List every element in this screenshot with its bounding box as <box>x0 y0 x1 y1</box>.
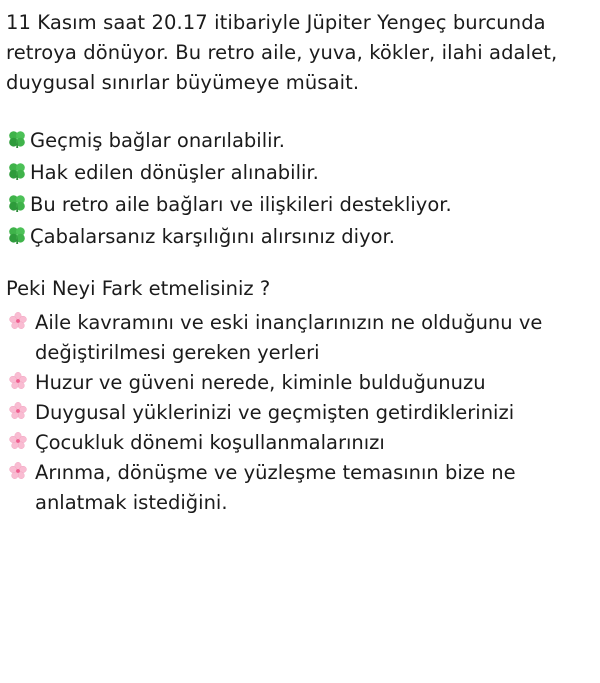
list-item <box>6 308 590 368</box>
four-leaf-clover-icon <box>6 158 28 184</box>
list-item <box>6 158 590 188</box>
list-item-label: Huzur ve güveni nerede, kiminle bulduğunuzu <box>35 371 486 394</box>
list-item-label: Aile kavramını ve eski inançlarınızın ne olduğunu ve değiştirilmesi gereken yerleri <box>35 311 543 364</box>
list-item <box>6 458 590 518</box>
intro-paragraph: 11 Kasım saat 20.17 itibariyle Jüpiter Yengeç burcunda retroya dönüyor. Bu retro aile, yuva, kökler, ilahi adalet, duygusal sınırlar büyümeye müsait. <box>6 11 558 94</box>
cherry-blossom-icon <box>6 458 30 486</box>
list-item <box>6 398 590 428</box>
cherry-blossom-icon <box>6 308 30 336</box>
list-item-label: Bu retro aile bağları ve ilişkileri destekliyor. <box>30 193 452 216</box>
list-item <box>6 190 590 220</box>
cherry-blossom-icon <box>6 398 30 426</box>
list-item-label: Duygusal yüklerinizi ve geçmişten getirdiklerinizi <box>35 401 515 424</box>
cherry-blossom-icon <box>6 368 30 396</box>
list-item <box>6 126 590 156</box>
list-item <box>6 222 590 252</box>
list-item <box>6 428 590 458</box>
cherry-blossom-icon <box>6 428 30 456</box>
blossom-bullet-list <box>6 308 590 518</box>
list-item-label: Çabalarsanız karşılığını alırsınız diyor. <box>30 225 395 248</box>
list-item-label: Geçmiş bağlar onarılabilir. <box>30 129 285 152</box>
list-item-label: Hak edilen dönüşler alınabilir. <box>30 161 319 184</box>
question-text: Peki Neyi Fark etmelisiniz ? <box>6 277 271 300</box>
clover-bullet-list <box>6 126 590 252</box>
list-item-label: Çocukluk dönemi koşullanmalarınızı <box>35 431 385 454</box>
four-leaf-clover-icon <box>6 222 28 248</box>
four-leaf-clover-icon <box>6 190 28 216</box>
list-item-label: Arınma, dönüşme ve yüzleşme temasının bize ne anlatmak istediğini. <box>35 461 516 514</box>
four-leaf-clover-icon <box>6 126 28 152</box>
list-item <box>6 368 590 398</box>
